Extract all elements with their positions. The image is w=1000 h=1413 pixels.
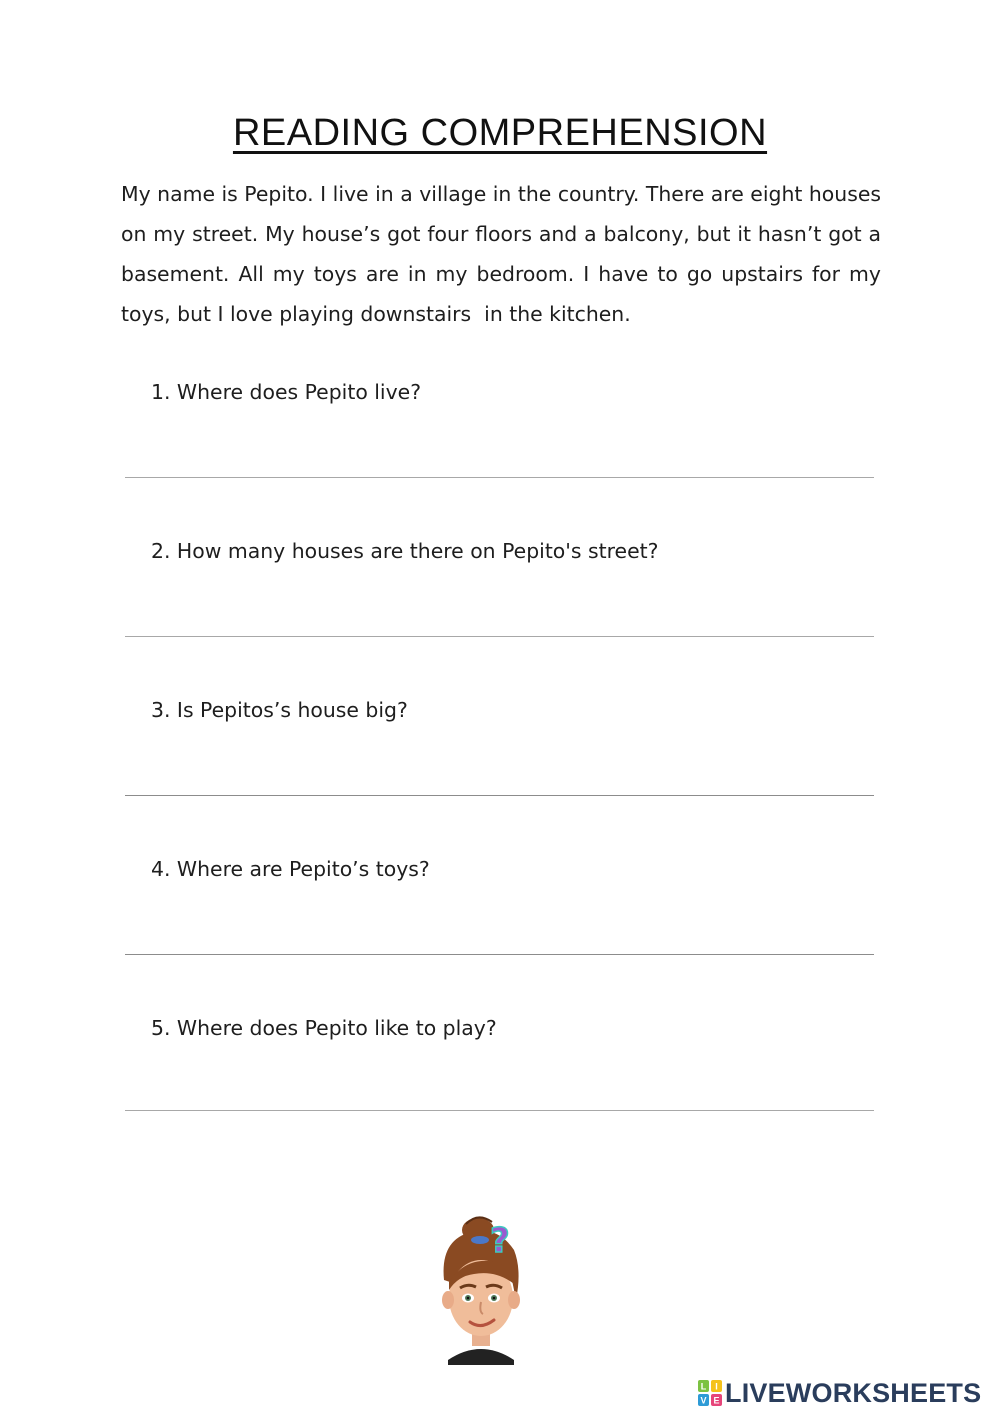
logo-icon-letter-e: E	[713, 1395, 720, 1406]
answer-line-5[interactable]	[125, 1110, 874, 1111]
question-2: 2. How many houses are there on Pepito's street?	[151, 539, 659, 563]
svg-text:?: ?	[490, 1221, 510, 1261]
logo-text: LIVEWORKSHEETS	[725, 1377, 982, 1408]
answer-line-4[interactable]	[125, 954, 874, 955]
logo-icon-letter-i: I	[715, 1381, 718, 1392]
question-5: 5. Where does Pepito like to play?	[151, 1016, 497, 1040]
answer-line-3[interactable]	[125, 795, 874, 796]
answer-line-1[interactable]	[125, 477, 874, 478]
answer-line-2[interactable]	[125, 636, 874, 637]
question-3: 3. Is Pepitos’s house big?	[151, 698, 408, 722]
liveworksheets-logo[interactable]	[698, 1376, 981, 1410]
logo-icon-letter-v: V	[700, 1395, 707, 1406]
logo-icon-letter-l: L	[700, 1381, 707, 1392]
question-4: 4. Where are Pepito’s toys?	[151, 857, 430, 881]
question-1: 1. Where does Pepito live?	[151, 380, 422, 404]
reading-passage: My name is Pepito. I live in a village in the country. There are eight houses on my street. My house’s got four floors and a balcony, but it hasn’t got a basement. All my toys are in my bedroom. I have to go upstairs for my toys, but I love playing downstairs in the kitchen.	[121, 182, 888, 326]
liveworksheets-logo-icon	[698, 1380, 722, 1406]
thinking-avatar-illustration	[426, 1210, 536, 1365]
worksheet-title: READING COMPREHENSION	[232, 112, 768, 154]
